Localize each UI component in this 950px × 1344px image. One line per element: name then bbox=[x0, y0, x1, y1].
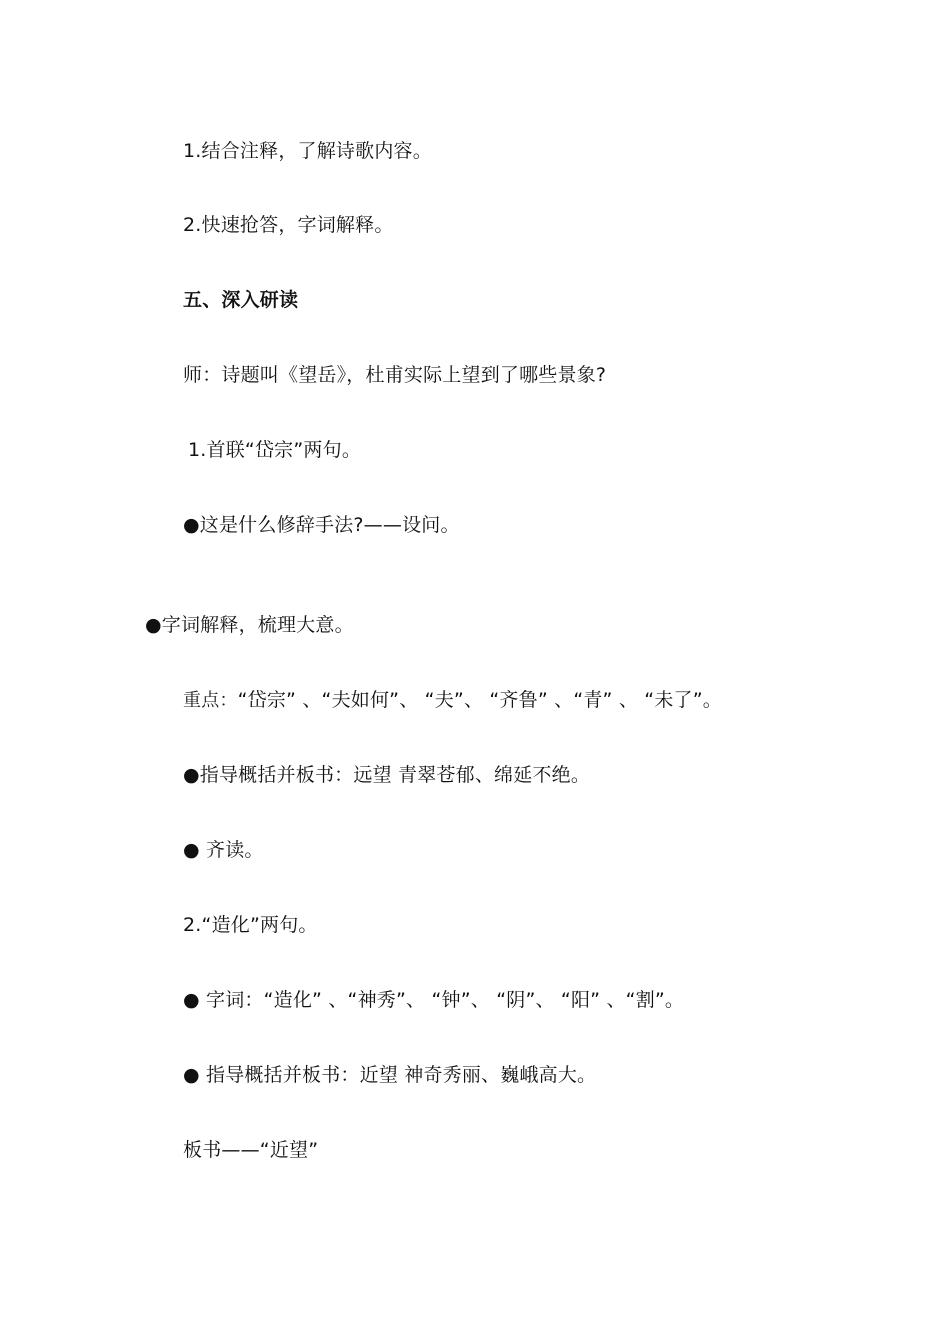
key-points-words: “岱宗” 、“夫如何”、 “夫”、 “齐鲁” 、“青” 、 “未了”。 bbox=[237, 689, 722, 711]
read-together: ● 齐读。 bbox=[183, 839, 264, 861]
step-quick-answer: 2.快速抢答，字词解释。 bbox=[183, 214, 394, 236]
key-points-line bbox=[183, 687, 722, 714]
blackboard-note: 板书——“近望” bbox=[183, 1139, 319, 1161]
teacher-question: 师：诗题叫《望岳》，杜甫实际上望到了哪些景象? bbox=[183, 364, 607, 386]
second-couplet-heading: 2.“造化”两句。 bbox=[183, 914, 318, 936]
summary-far-view: ●指导概括并板书：远望 青翠苍郁、绵延不绝。 bbox=[183, 764, 591, 786]
summary-near-view: ● 指导概括并板书：近望 神奇秀丽、巍峨高大。 bbox=[183, 1064, 597, 1086]
section-heading: 五、深入研读 bbox=[183, 289, 299, 311]
word-explanation-item: ●字词解释，梳理大意。 bbox=[145, 614, 354, 636]
key-points-label: 重点： bbox=[183, 690, 238, 711]
rhetoric-question: ●这是什么修辞手法?——设问。 bbox=[183, 514, 460, 536]
vocabulary-item: ● 字词：“造化” 、“神秀”、 “钟”、 “阴”、 “阳” 、“割”。 bbox=[183, 989, 685, 1011]
step-read-notes: 1.结合注释，了解诗歌内容。 bbox=[183, 140, 432, 162]
first-couplet-heading: 1.首联“岱宗”两句。 bbox=[188, 439, 362, 461]
